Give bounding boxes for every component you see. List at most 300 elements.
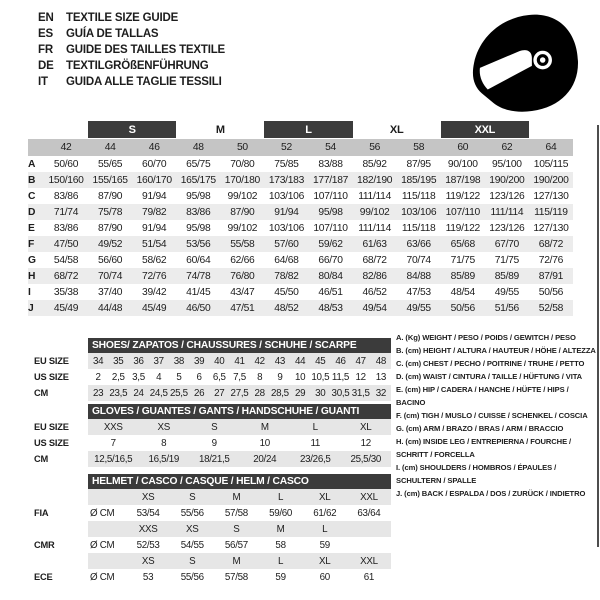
helmet-size-header: S	[214, 521, 258, 537]
language-title-block	[38, 10, 225, 90]
size-value: 85/89	[485, 268, 529, 284]
shoes-size-value: 3,5	[132, 371, 145, 383]
shoes-size-value: 7,5	[233, 371, 246, 383]
column-header: 46	[132, 139, 176, 156]
helmet-size-value: 59	[275, 571, 286, 583]
language-code: FR	[38, 44, 53, 56]
size-group-l: L	[264, 121, 352, 138]
size-value: 187/198	[441, 172, 485, 188]
size-value: 44/48	[88, 300, 132, 316]
row-label: E	[28, 222, 35, 234]
size-value: 37/40	[97, 286, 123, 298]
helmet-size-value: 57/58	[224, 571, 248, 583]
size-value: 71/75	[450, 254, 475, 266]
shoes-size-value: 23,5	[108, 385, 128, 401]
shoes-size-value: 26	[189, 385, 209, 401]
helmet-size-value: 59	[319, 539, 330, 551]
size-value: 72/76	[538, 254, 564, 266]
diameter-unit: Ø CM	[90, 571, 115, 583]
size-value: 103/106	[268, 222, 304, 234]
size-value: 95/100	[492, 158, 522, 170]
size-value: 155/165	[88, 172, 132, 188]
size-value: 99/102	[353, 204, 397, 220]
helmet-size-value: 60	[319, 571, 330, 583]
language-row	[38, 26, 225, 42]
size-value: 82/86	[353, 268, 397, 284]
helmet-size-value: 56/57	[224, 539, 248, 551]
helmet-size-header: XS	[170, 521, 214, 537]
size-value: 105/115	[533, 158, 569, 170]
size-value: 70/74	[88, 268, 132, 284]
size-value: 119/122	[445, 222, 480, 234]
size-value: 170/180	[220, 172, 264, 188]
shoes-size-value: 2,5	[111, 371, 125, 383]
gloves-size-value: 10	[259, 437, 270, 449]
shoes-size-value: 32	[371, 385, 391, 401]
shoes-size-value: 48	[371, 353, 391, 369]
size-value: 111/114	[358, 190, 392, 202]
size-value: 75/78	[88, 204, 132, 220]
row-header: CM	[34, 454, 49, 464]
row-header: EU SIZE	[34, 356, 69, 366]
shoes-size-value: 4	[156, 371, 162, 383]
size-value: 74/78	[176, 268, 220, 284]
size-value: 87/90	[97, 222, 123, 234]
gloves-size-value: 16,5/19	[139, 451, 190, 467]
row-header: US SIZE	[34, 438, 69, 448]
size-value: 45/50	[274, 286, 299, 298]
size-value: 182/190	[353, 172, 397, 188]
language-code: ES	[38, 28, 53, 40]
gloves-size-value: XS	[139, 419, 190, 435]
row-spacer	[34, 521, 88, 537]
size-value: 48/52	[264, 300, 308, 316]
helmet-size-header: XXL	[347, 553, 391, 569]
size-value: 87/95	[406, 158, 431, 170]
gloves-size-value: M	[240, 419, 291, 435]
shoes-size-value: 27	[209, 385, 229, 401]
size-value: 53/56	[176, 236, 220, 252]
size-value: 52/58	[529, 300, 573, 316]
column-header: 42	[44, 139, 88, 156]
size-value: 165/175	[176, 172, 220, 188]
certification-label: ECE	[34, 572, 53, 582]
size-value: 55/65	[97, 158, 123, 170]
language-code: IT	[38, 76, 48, 88]
size-value: 71/75	[494, 254, 519, 266]
shoes-size-value: 37	[149, 353, 169, 369]
size-value: 68/72	[529, 236, 573, 252]
helmet-size-header: XS	[126, 489, 170, 505]
size-value: 47/50	[44, 236, 88, 252]
shoes-size-value: 25,5	[169, 385, 189, 401]
size-value: 87/90	[97, 190, 123, 202]
row-label: I	[28, 286, 31, 298]
gloves-size-value: 25,5/30	[341, 451, 392, 467]
shoes-size-table	[34, 338, 391, 401]
size-value: 111/114	[485, 204, 529, 220]
shoes-size-value: 11,5	[331, 371, 350, 383]
size-value: 123/126	[489, 190, 525, 202]
size-value: 49/54	[353, 300, 397, 316]
gloves-size-value: 11	[310, 437, 321, 449]
size-value: 50/56	[538, 286, 564, 298]
shoes-size-value: 29	[290, 385, 310, 401]
row-label: A	[28, 158, 36, 170]
size-value: 95/98	[186, 222, 211, 234]
size-value: 190/200	[529, 172, 573, 188]
helmet-size-header: L	[259, 553, 303, 569]
shoes-size-value: 28	[250, 385, 270, 401]
size-group-s: S	[88, 121, 176, 138]
legend-item: F. (cm) TIGH / MUSLO / CUISSE / SCHENKEL / COSCIA	[396, 411, 588, 420]
helmet-table-title: HELMET / CASCO / CASQUE / HELM / CASCO	[88, 474, 391, 489]
size-value: 49/55	[494, 286, 519, 298]
column-header: 54	[308, 139, 352, 156]
size-value: 71/74	[44, 204, 88, 220]
size-value: 80/84	[308, 268, 352, 284]
textile-size-table	[28, 121, 573, 316]
gloves-size-value: 9	[211, 437, 217, 449]
size-value: 91/94	[142, 222, 167, 234]
size-value: 85/92	[362, 158, 387, 170]
helmet-size-value: 53	[142, 571, 154, 583]
helmet-size-header: S	[170, 553, 214, 569]
shoes-size-value: 23	[88, 385, 108, 401]
shoes-size-value: 47	[351, 353, 371, 369]
certification-label: FIA	[34, 508, 49, 518]
legend-item: E. (cm) HIP / CADERA / HANCHE / HÜFTE / HIPS / BACINO	[396, 385, 569, 407]
helmet-size-header: XS	[126, 553, 170, 569]
helmet-size-value	[347, 537, 391, 553]
size-value: 55/58	[220, 236, 264, 252]
gloves-size-value: S	[189, 419, 240, 435]
row-header: CM	[34, 388, 49, 398]
row-header: EU SIZE	[34, 422, 69, 432]
size-value: 78/82	[264, 268, 308, 284]
size-value: 115/118	[401, 190, 436, 202]
page-edge-line	[597, 125, 599, 547]
shoes-size-value: 38	[169, 353, 189, 369]
size-value: 67/70	[485, 236, 529, 252]
helmet-size-header: M	[259, 521, 303, 537]
helmet-size-header: XXL	[347, 489, 391, 505]
language-row	[38, 74, 225, 90]
size-value: 70/80	[230, 158, 255, 170]
helmet-size-header: M	[214, 553, 258, 569]
unit-spacer	[88, 553, 126, 569]
legend-item: C. (cm) CHEST / PECHO / POITRINE / TRUHE / PETTO	[396, 359, 585, 368]
size-value: 85/89	[441, 268, 485, 284]
shoes-size-value: 2	[95, 371, 101, 383]
row-label: F	[28, 236, 44, 252]
helmet-size-value: 61/62	[313, 507, 337, 519]
legend-item: A. (Kg) WEIGHT / PESO / POIDS / GEWITCH / PESO	[396, 333, 576, 342]
size-value: 99/102	[227, 190, 258, 202]
row-label: J	[28, 300, 44, 316]
size-value: 57/60	[264, 236, 308, 252]
shoes-size-value: 28,5	[270, 385, 290, 401]
helmet-size-header: S	[170, 489, 214, 505]
language-row	[38, 58, 225, 74]
language-code: DE	[38, 60, 54, 72]
shoes-size-value: 35	[108, 353, 128, 369]
language-row	[38, 42, 225, 58]
size-value: 79/82	[132, 204, 176, 220]
size-value: 115/119	[529, 204, 573, 220]
size-value: 50/60	[53, 158, 79, 170]
size-value: 83/86	[53, 190, 79, 202]
helmet-size-value: 63/64	[357, 507, 381, 519]
size-value: 111/114	[358, 222, 392, 234]
shoes-size-value: 31,5	[351, 385, 371, 401]
size-value: 99/102	[227, 222, 258, 234]
size-value: 75/85	[274, 158, 299, 170]
column-header: 64	[529, 139, 573, 156]
guide-title: GUÍA DE TALLAS	[66, 28, 159, 40]
size-value: 54/58	[53, 254, 79, 266]
table-corner	[34, 404, 88, 419]
size-group-m: M	[215, 123, 225, 136]
shoes-size-value: 42	[250, 353, 270, 369]
helmet-size-header: XL	[303, 553, 347, 569]
size-value: 87/90	[220, 204, 264, 220]
gloves-size-value: 8	[161, 437, 167, 449]
gloves-size-value: XXS	[88, 419, 139, 435]
shoes-table-title: SHOES/ ZAPATOS / CHAUSSURES / SCHUHE / SCARPE	[88, 338, 391, 353]
row-label: B	[28, 172, 44, 188]
column-header: 52	[264, 139, 308, 156]
size-value: 59/62	[308, 236, 352, 252]
size-value: 107/110	[313, 190, 348, 202]
helmet-size-header: M	[214, 489, 258, 505]
size-value: 48/53	[308, 300, 352, 316]
helmet-size-table	[34, 474, 391, 585]
shoes-size-value: 10,5	[311, 371, 330, 383]
size-value: 127/130	[533, 222, 569, 234]
legend-item: B. (cm) HEIGHT / ALTURA / HAUTEUR / HÖHE / ALTEZZA	[396, 346, 596, 355]
gloves-size-table	[34, 404, 391, 467]
size-value: 47/53	[406, 286, 431, 298]
size-value: 84/88	[397, 268, 441, 284]
size-value: 51/56	[485, 300, 529, 316]
helmet-size-header: XXS	[126, 521, 170, 537]
size-value: 64/68	[274, 254, 299, 266]
size-value: 61/63	[353, 236, 397, 252]
size-value: 72/76	[132, 268, 176, 284]
diameter-unit: Ø CM	[90, 507, 115, 519]
helmet-size-header: XL	[303, 489, 347, 505]
shoes-size-value: 13	[375, 371, 387, 383]
size-value: 43/47	[230, 286, 255, 298]
shoes-size-value: 8	[257, 371, 263, 383]
size-value: 90/100	[447, 158, 478, 170]
shoes-size-value: 41	[229, 353, 249, 369]
column-header: 58	[397, 139, 441, 156]
size-value: 95/98	[186, 190, 211, 202]
language-row	[38, 10, 225, 26]
shoes-size-value: 6	[196, 371, 202, 383]
helmet-size-value: 55/56	[180, 507, 204, 519]
size-value: 39/42	[142, 286, 167, 298]
table-corner	[34, 338, 88, 353]
size-value: 46/52	[362, 286, 387, 298]
size-value: 83/86	[53, 222, 79, 234]
size-value: 107/110	[313, 222, 348, 234]
shoes-size-value: 34	[88, 353, 108, 369]
size-value: 107/110	[441, 204, 485, 220]
unit-spacer	[88, 489, 126, 505]
shoes-size-value: 6,5	[212, 371, 226, 383]
size-group-spacer	[28, 121, 44, 138]
gloves-size-value: 23/26,5	[290, 451, 341, 467]
size-value: 160/170	[132, 172, 176, 188]
size-value: 83/86	[176, 204, 220, 220]
column-header: 48	[176, 139, 220, 156]
size-group-xl: XL	[389, 123, 404, 136]
size-value: 150/160	[44, 172, 88, 188]
size-value: 35/38	[53, 286, 79, 298]
gloves-size-value: 12	[360, 437, 371, 449]
table-corner	[34, 474, 88, 489]
size-value: 177/187	[308, 172, 352, 188]
column-header: 56	[353, 139, 397, 156]
helmet-size-value: 52/53	[136, 539, 160, 551]
helmet-size-header	[347, 521, 391, 537]
row-label: D	[28, 204, 44, 220]
helmet-size-value: 55/56	[180, 571, 204, 583]
size-value: 103/106	[397, 204, 441, 220]
diameter-unit: Ø CM	[90, 539, 115, 551]
row-spacer	[34, 553, 88, 569]
size-value: 91/94	[264, 204, 308, 220]
row-label: G	[28, 254, 36, 266]
shoes-size-value: 44	[290, 353, 310, 369]
size-value: 47/51	[220, 300, 264, 316]
shoes-size-value: 27,5	[229, 385, 249, 401]
size-value: 76/80	[220, 268, 264, 284]
helmet-size-value: 54/55	[180, 539, 204, 551]
size-value: 45/49	[44, 300, 88, 316]
gloves-size-value: 20/24	[240, 451, 291, 467]
size-value: 95/98	[308, 204, 352, 220]
row-header: US SIZE	[34, 372, 69, 382]
shoes-size-value: 39	[189, 353, 209, 369]
certification-label: CMR	[34, 540, 55, 550]
size-value: 63/66	[397, 236, 441, 252]
legend-item: J. (cm) BACK / ESPALDA / DOS / ZURÜCK / INDIETRO	[396, 489, 586, 498]
guide-title: TEXTILGRÖßENFÜHRUNG	[66, 60, 209, 72]
gloves-size-value: 18/21,5	[189, 451, 240, 467]
size-value: 103/106	[268, 190, 304, 202]
racing-helmet-icon	[466, 12, 586, 112]
size-value: 50/56	[441, 300, 485, 316]
shoes-size-value: 24	[128, 385, 148, 401]
accessory-tables	[34, 338, 391, 585]
size-value: 119/122	[445, 190, 480, 202]
size-value: 91/94	[142, 190, 167, 202]
guide-title: GUIDE DES TAILLES TEXTILE	[66, 44, 225, 56]
size-value: 65/75	[186, 158, 211, 170]
size-value: 68/72	[362, 254, 387, 266]
size-value: 49/52	[88, 236, 132, 252]
row-spacer	[34, 489, 88, 505]
size-group-xxl: XXL	[441, 121, 529, 138]
column-header: 60	[441, 139, 485, 156]
size-value: 49/55	[397, 300, 441, 316]
language-code: EN	[38, 12, 54, 24]
size-value: 46/51	[318, 286, 343, 298]
size-value: 66/70	[318, 254, 343, 266]
size-value: 190/200	[485, 172, 529, 188]
size-value: 58/62	[142, 254, 167, 266]
row-label: H	[28, 268, 44, 284]
size-value: 83/88	[318, 158, 343, 170]
size-value: 87/91	[529, 268, 573, 284]
guide-title: GUIDA ALLE TAGLIE TESSILI	[66, 76, 222, 88]
size-value: 173/183	[264, 172, 308, 188]
size-value: 65/68	[441, 236, 485, 252]
shoes-size-value: 12	[355, 371, 366, 383]
size-value: 48/54	[450, 286, 475, 298]
shoes-size-value: 40	[209, 353, 229, 369]
size-value: 185/195	[397, 172, 441, 188]
size-group-spacer	[529, 121, 573, 138]
size-value: 127/130	[533, 190, 569, 202]
column-header: 50	[220, 139, 264, 156]
helmet-size-value: 57/58	[224, 507, 248, 519]
size-value: 115/118	[401, 222, 436, 234]
legend-item: H. (cm) INSIDE LEG / ENTREPIERNA / FOURCHE / SCHRITT / FORCELLA	[396, 437, 572, 459]
shoes-size-value: 10	[294, 371, 306, 383]
shoes-size-value: 30	[310, 385, 330, 401]
column-header: 44	[88, 139, 132, 156]
shoes-size-value: 36	[128, 353, 148, 369]
helmet-size-value: 53/54	[136, 507, 160, 519]
size-value: 41/45	[186, 286, 211, 298]
shoes-size-value: 24,5	[149, 385, 169, 401]
legend-item: D. (cm) WAIST / CINTURA / TAILLE / HÜFTUNG / VITA	[396, 372, 583, 381]
column-header-spacer	[28, 139, 44, 156]
shoes-size-value: 5	[176, 371, 182, 383]
helmet-size-value: 61	[363, 571, 375, 583]
shoes-size-value: 43	[270, 353, 290, 369]
size-value: 62/66	[230, 254, 255, 266]
gloves-size-value: XL	[341, 419, 392, 435]
shoes-size-value: 46	[330, 353, 350, 369]
size-value: 56/60	[97, 254, 123, 266]
size-value: 68/72	[44, 268, 88, 284]
helmet-size-value: 58	[275, 539, 286, 551]
legend-item: I. (cm) SHOULDERS / HOMBROS / ÉPAULES / SCHULTERN / SPALLE	[396, 463, 557, 485]
guide-title: TEXTILE SIZE GUIDE	[66, 12, 179, 24]
size-value: 60/70	[142, 158, 167, 170]
gloves-size-value: L	[290, 419, 341, 435]
size-value: 51/54	[132, 236, 176, 252]
size-value: 60/64	[186, 254, 211, 266]
size-value: 70/74	[406, 254, 431, 266]
size-group-spacer	[44, 121, 88, 138]
helmet-size-header: L	[303, 521, 347, 537]
row-label: C	[28, 190, 36, 202]
gloves-size-value: 7	[110, 437, 116, 449]
column-header: 62	[485, 139, 529, 156]
helmet-size-value: 59/60	[269, 507, 293, 519]
gloves-size-value: 12,5/16,5	[88, 451, 139, 467]
size-value: 46/50	[176, 300, 220, 316]
legend-item: G. (cm) ARM / BRAZO / BRAS / ARM / BRACCIO	[396, 424, 564, 433]
unit-spacer	[88, 521, 126, 537]
